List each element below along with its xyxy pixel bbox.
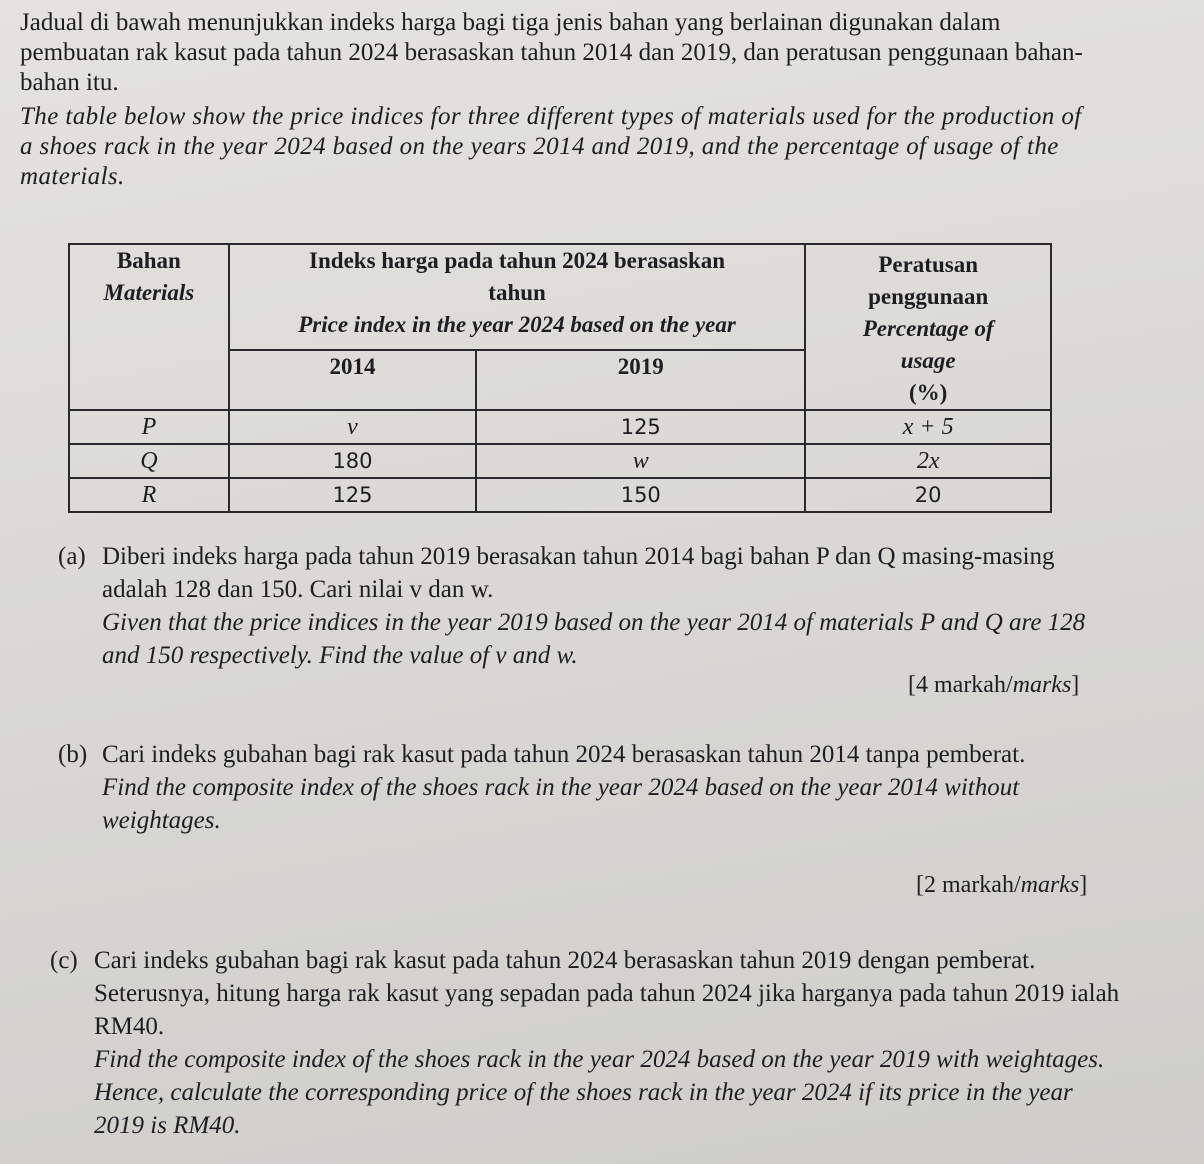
question-c-malay: Cari indeks gubahan bagi rak kasut pada tahun 2024 berasaskan tahun 2019 dengan pemberat. Seterusnya, hitung harga rak kasut yang sepadan pada tahun 2024 jika harganya pada tahun 2019 ialah RM40.: [94, 947, 1120, 1040]
question-a-english: Given that the price indices in the year 2019 based on the year 2014 of materials P and Q are 128 and 150 respectively. Find the value of v and w.: [102, 609, 1086, 669]
header-price-index: Indeks harga pada tahun 2024 berasaskan tahun Price index in the year 2024 based on the year: [229, 244, 806, 350]
index-2014-cell: v: [229, 410, 476, 444]
material-cell: P: [69, 410, 229, 444]
question-a-malay: Diberi indeks harga pada tahun 2019 berasakan tahun 2014 bagi bahan P dan Q masing-masing adalah 128 dan 150. Cari nilai v dan w.: [102, 543, 1055, 603]
question-a-label: (a): [58, 543, 86, 570]
index-2014-cell: 180: [229, 444, 476, 478]
header-percentage-usage: Peratusan penggunaan Percentage of usage (%): [805, 244, 1051, 410]
usage-cell: 20: [805, 478, 1051, 512]
question-a-marks: [4 markah/marks]: [908, 672, 1080, 698]
header-materials: Bahan Materials: [69, 244, 229, 410]
header-year-2019: 2019: [476, 350, 805, 410]
question-c: [50, 944, 1120, 1142]
question-c-english: Find the composite index of the shoes rack in the year 2024 based on the year 2019 with weightages. Hence, calculate the corresponding price of the shoes rack in the year 2024 if its price in the year 2019 is RM40.: [94, 1046, 1105, 1139]
material-cell: R: [69, 478, 229, 512]
index-2014-cell: 125: [229, 478, 476, 512]
question-b-marks: [2 markah/marks]: [916, 872, 1088, 898]
question-a: [58, 540, 1118, 672]
question-b-malay: Cari indeks gubahan bagi rak kasut pada tahun 2024 berasaskan tahun 2014 tanpa pemberat.: [102, 741, 1026, 768]
price-index-table: [68, 243, 1052, 513]
intro-english: The table below show the price indices for three different types of materials used for the production of a shoes rack in the year 2024 based on the years 2014 and 2019, and the percentage of usage of the materials.: [20, 103, 1082, 190]
material-cell: Q: [69, 444, 229, 478]
question-b: [58, 738, 1118, 837]
index-2019-cell: w: [476, 444, 805, 478]
table-row: [69, 444, 1051, 478]
intro-text: [20, 8, 1100, 192]
index-2019-cell: 150: [476, 478, 805, 512]
question-b-label: (b): [58, 741, 88, 768]
question-b-english: Find the composite index of the shoes rack in the year 2024 based on the year 2014 without weightages.: [102, 774, 1020, 834]
table-row: [69, 410, 1051, 444]
usage-cell: 2x: [805, 444, 1051, 478]
index-2019-cell: 125: [476, 410, 805, 444]
table-row: [69, 478, 1051, 512]
intro-malay: Jadual di bawah menunjukkan indeks harga bagi tiga jenis bahan yang berlainan digunakan dalam pembuatan rak kasut pada tahun 2024 berasaskan tahun 2014 dan 2019, dan peratusan penggunaan bahan-bahan itu.: [20, 9, 1083, 96]
usage-cell: x + 5: [805, 410, 1051, 444]
question-c-label: (c): [50, 947, 78, 974]
header-year-2014: 2014: [229, 350, 476, 410]
